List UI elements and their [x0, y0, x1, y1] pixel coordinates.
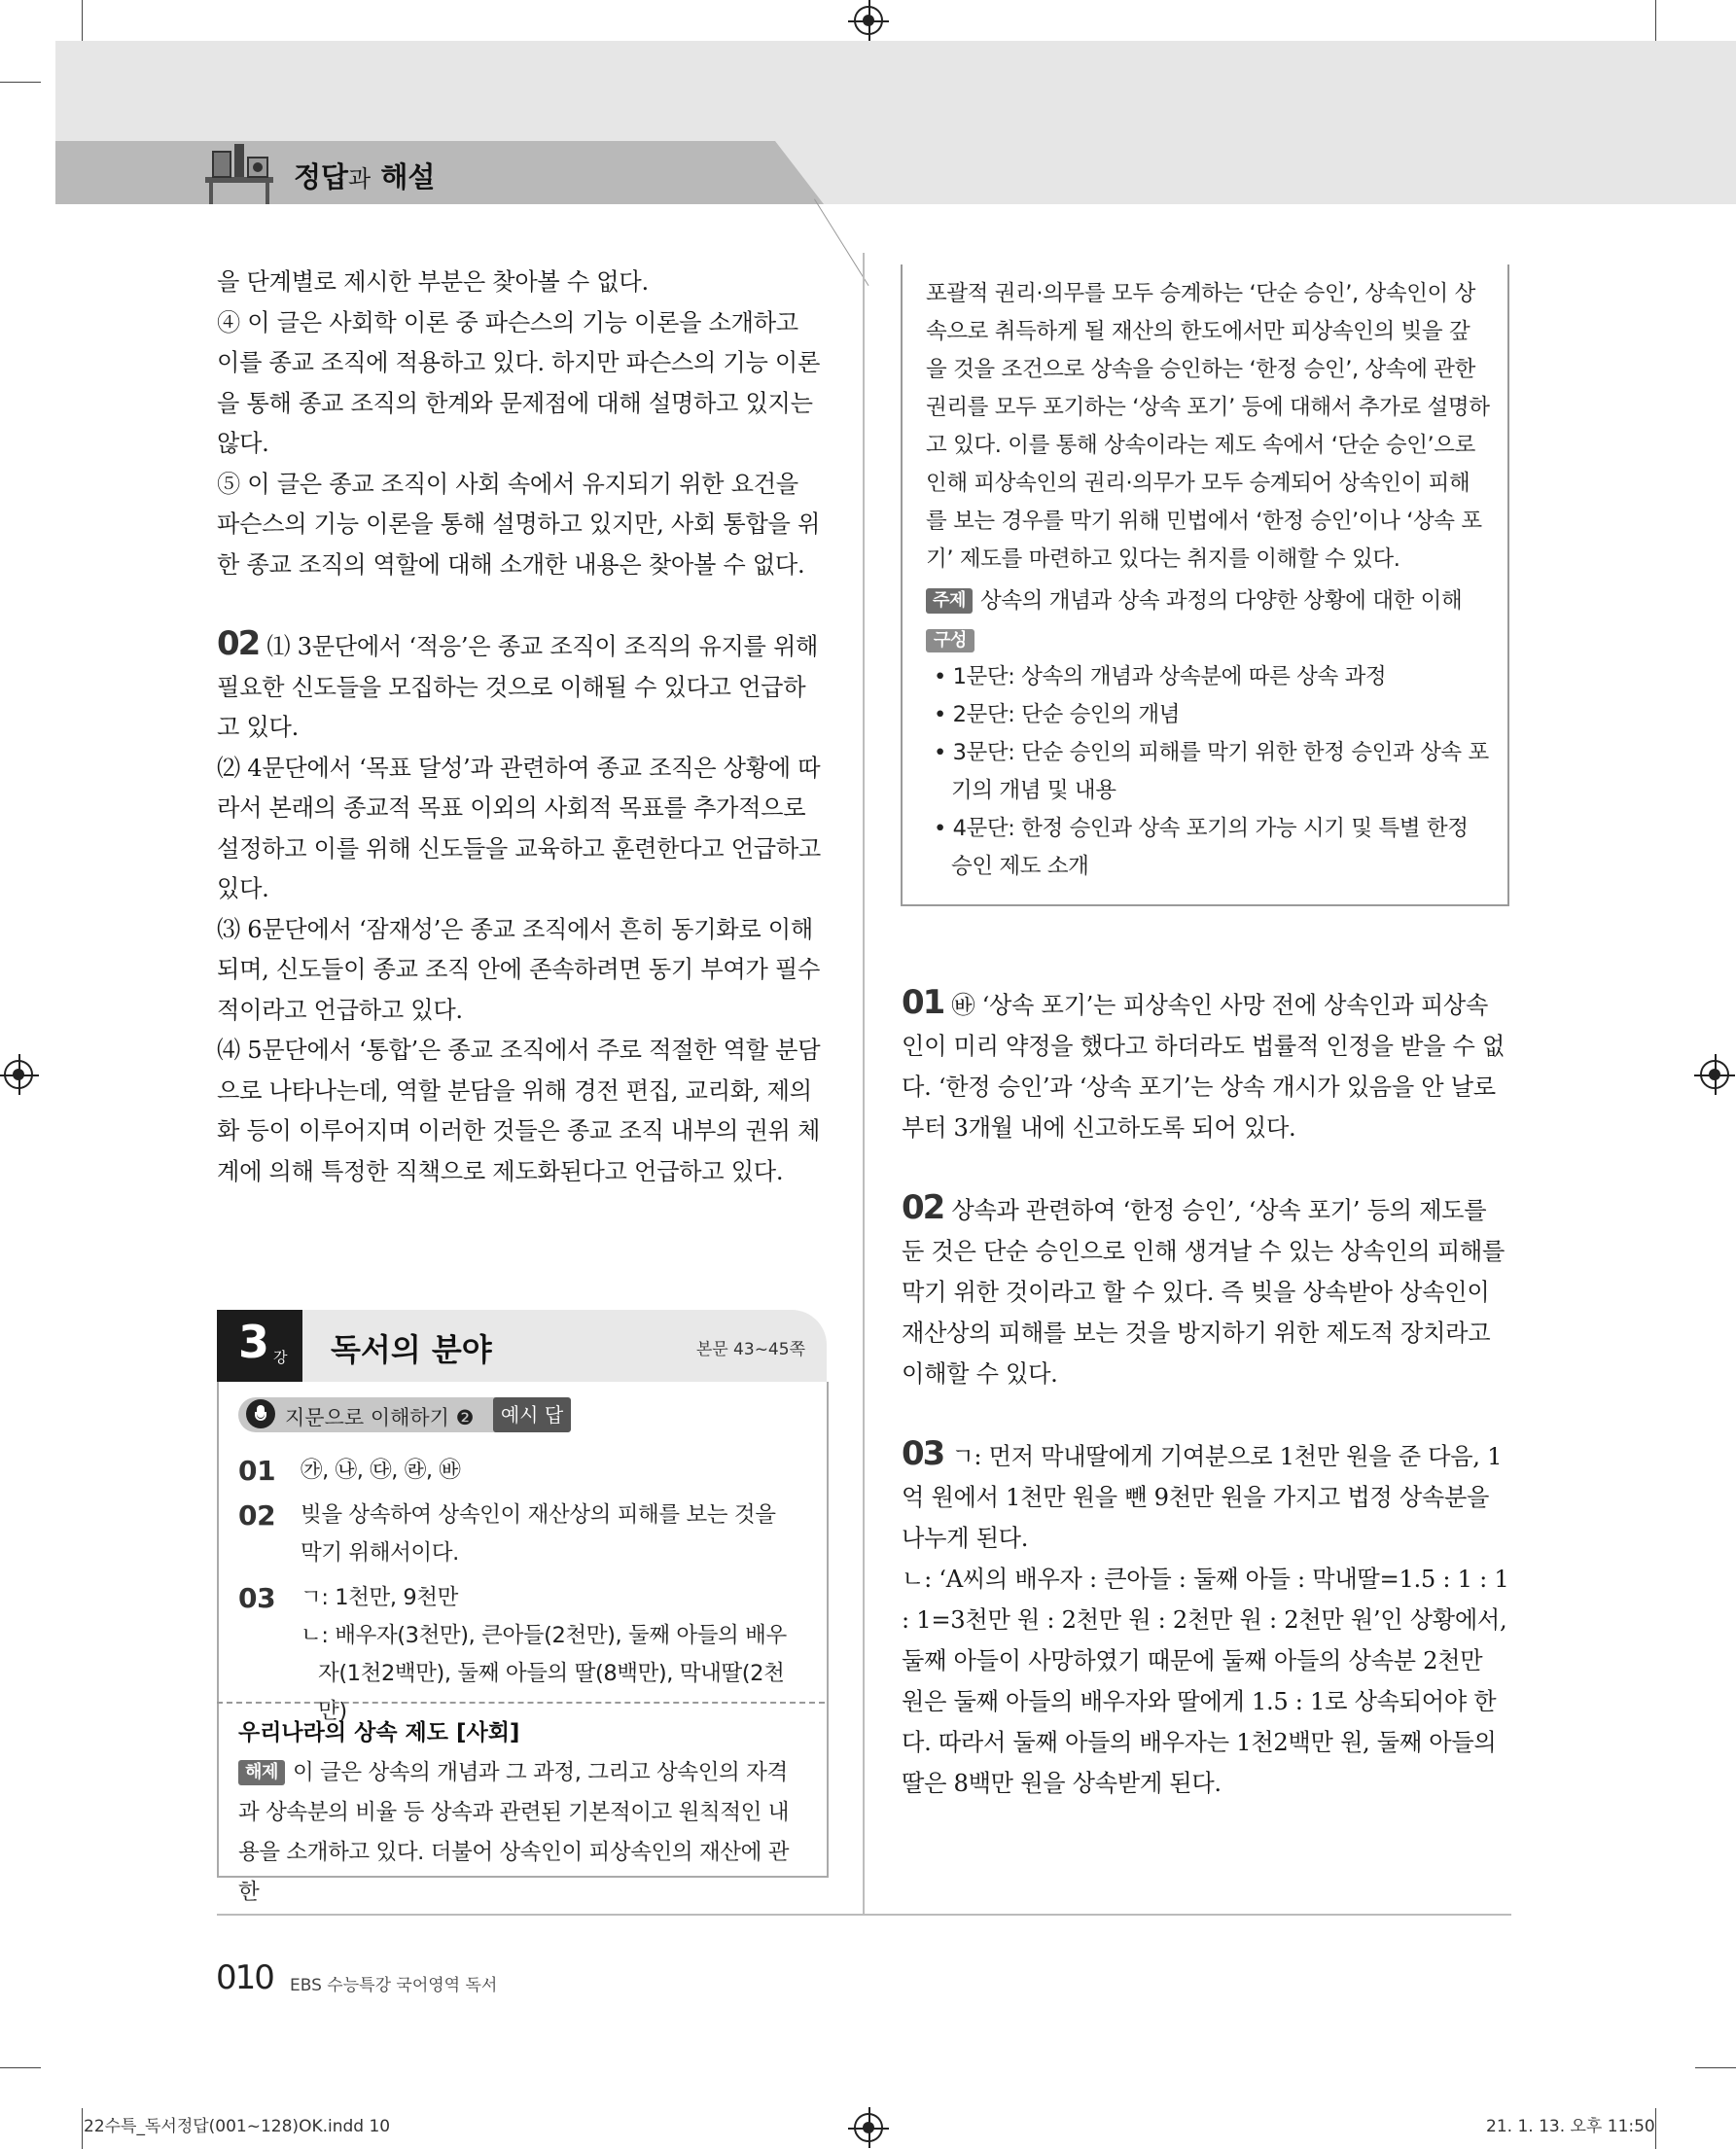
structure-item: • 4문단: 한정 승인과 상속 포기의 가능 시기 및 특별 한정 승인 제도 소개 [934, 816, 1469, 879]
lecture-page-range: 본문 43~45쪽 [695, 1340, 805, 1359]
book-title: EBS 수능특강 국어영역 독서 [290, 1976, 498, 1995]
question-2: 02 ⑴ 3문단에서 ‘적응’은 종교 조직이 조직의 유지를 위해 필요한 신도들을 모집하는 것으로 이해될 수 있다고 언급하고 있다. [217, 624, 819, 741]
microphone-icon [246, 1399, 275, 1428]
right-column [902, 982, 1510, 1804]
paragraph: ④ 이 글은 사회학 이론 중 파슨스의 기능 이론을 소개하고 이를 종교 조직에 적용하고 있다. 하지만 파슨스의 기능 이론을 통해 종교 조직의 한계와 문제점에 대해 설명하고 있지는 않다. [217, 308, 821, 457]
paragraph: ⑤ 이 글은 종교 조직이 사회 속에서 유지되기 위한 요건을 파슨스의 기능 이론을 통해 설명하고 있지만, 사회 통합을 위한 종교 조직의 역할에 대해 소개한 내용은 찾아볼 수 없다. [217, 470, 821, 579]
left-column [217, 263, 828, 1192]
question-1: 01 ㉳ ‘상속 포기’는 피상속인 사망 전에 상속인과 피상속인이 미리 약정을 했다고 하더라도 법률적 인정을 받을 수 없다. ‘한정 승인’과 ‘상속 포기’는 상속 개시가 있음을 안 날로부터 3개월 내에 신고하도록 되어 있다. [902, 983, 1506, 1142]
paragraph: ⑶ 6문단에서 ‘잠재성’은 종교 조직에서 흔히 동기화로 이해되며, 신도들이 종교 조직 안에 존속하려면 동기 부여가 필수적이라고 언급하고 있다. [217, 915, 821, 1024]
answer-item: 01 ㉮, ㉯, ㉰, ㉱, ㉳ [238, 1455, 461, 1487]
registration-mark-icon [1700, 1060, 1729, 1089]
lecture-number-badge: 3 강 [217, 1310, 302, 1382]
crop-mark [82, 2108, 83, 2149]
desk-illustration-icon [199, 138, 279, 204]
registration-mark-icon [854, 6, 883, 35]
dashed-divider [217, 1702, 825, 1704]
question-3: 03 ㄱ: 먼저 막내딸에게 기여분으로 1천만 원을 준 다음, 1억 원에서 1천만 원을 뺀 9천만 원을 가지고 법정 상속분을 나누게 된다. [902, 1434, 1503, 1552]
crop-mark [1695, 2067, 1736, 2068]
question-number: 02 [217, 624, 260, 663]
answer-item: 02 빚을 상속하여 상속인이 재산상의 피해를 보는 것을 막기 위해서이다. [238, 1499, 776, 1566]
structure-item: • 1문단: 상속의 개념과 상속분에 따른 상속 과정 [934, 664, 1387, 689]
lecture-section [217, 1310, 827, 1905]
paragraph: ㄴ: ‘A씨의 배우자 : 큰아들 : 둘째 아들 : 막내딸=1.5 : 1 : 1 : 1=3천만 원 : 2천만 원 : 2천만 원 : 2천만 원’인 상황에서, 둘째 아들이 사망하였기 때문에 둘째 아들의 상속분 2천만 원은 둘째 아들의 배우자와 딸에게 1.5 : 1로 상속되어야 한다. 따라서 둘째 아들의 배우자는 1천2백만 원, 둘째 아들의 딸은 8백만 원을 상속받게 된다. [902, 1566, 1509, 1797]
answer-item: 03 ㄱ: 1천만, 9천만 ㄴ: 배우자(3천만), 큰아들(2천만), 둘째 아들의 배우자(1천2백만), 둘째 아들의 딸(8백만), 막내딸(2천만) [238, 1582, 787, 1724]
passage-title: 우리나라의 상속 제도 [사회] [238, 1720, 520, 1745]
answer-tab: 지문으로 이해하기 ❷ 예시 답안 [238, 1397, 571, 1432]
commentary: 해제 이 글은 상속의 개념과 그 과정, 그리고 상속인의 자격과 상속분의 비율 등 상속과 관련된 기본적이고 원칙적인 내용을 소개하고 있다. 더불어 상속인이 피상속인의 재산에 관한 [238, 1760, 790, 1905]
paragraph: 을 단계별로 제시한 부분은 찾아볼 수 없다. [217, 268, 649, 296]
column-divider [863, 253, 865, 1914]
registration-mark-icon [854, 2113, 883, 2142]
registration-mark-icon [4, 1060, 33, 1089]
theme-line: 주제 상속의 개념과 상속 과정의 다양한 상황에 대한 이해 [926, 582, 1490, 620]
summary-box-content [926, 275, 1490, 886]
slug-filename: 22수특_독서정답(001~128)OK.indd 10 [84, 2117, 391, 2136]
lecture-title: 독서의 분야 [331, 1331, 492, 1368]
footer-divider [217, 1914, 1511, 1916]
summary-text: 포괄적 권리·의무를 모두 승계하는 ‘단순 승인’, 상속인이 상속으로 취득하게 될 재산의 한도에서만 피상속인의 빚을 갚을 것을 조건으로 상속을 승인하는 ‘한정 승인’, 상속에 관한 권리를 모두 포기하는 ‘상속 포기’ 등에 대해서 추가로 설명하고 있다. 이를 통해 상속이라는 제도 속에서 ‘단순 승인’으로 인해 피상속인의 권리·의무가 모두 승계되어 상속인이 피해를 보는 경우를 막기 위해 민법에서 ‘한정 승인’이나 ‘상속 포기’ 제도를 마련하고 있다는 취지를 이해할 수 있다. [926, 281, 1490, 572]
crop-mark [0, 2067, 41, 2068]
crop-mark [82, 0, 83, 41]
commentary-badge: 해제 [238, 1760, 285, 1785]
slug-date: 21. 1. 13. 오후 11:50 [1486, 2117, 1655, 2136]
example-answer-label: 예시 답안 [493, 1397, 571, 1432]
page-number: 010 [216, 1958, 273, 1997]
header-band [55, 141, 824, 204]
paragraph: ⑷ 5문단에서 ‘통합’은 종교 조직에서 주로 적절한 역할 분담으로 나타나는데, 역할 분담을 위해 경전 편집, 교리화, 제의화 등이 이루어지며 이러한 것들은 종교 조직 내부의 권위 체계에 의해 특정한 직책으로 제도화된다고 언급하고 있다. [217, 1037, 821, 1185]
paragraph: ⑵ 4문단에서 ‘목표 달성’과 관련하여 종교 조직은 상황에 따라서 본래의 종교적 목표 이외의 사회적 목표를 추가적으로 설정하고 이를 위해 신도들을 교육하고 훈련한다고 언급하고 있다. [217, 754, 821, 902]
crop-mark [1655, 0, 1656, 41]
theme-badge: 주제 [926, 588, 973, 614]
page-title: 정답과 해설 [294, 160, 436, 194]
question-2: 02 상속과 관련하여 ‘한정 승인’, ‘상속 포기’ 등의 제도를 둔 것은 단순 승인으로 인해 생겨날 수 있는 상속인의 피해를 막기 위한 것이라고 할 수 있다. 즉 빚을 상속받아 상속인이 재산상의 피해를 보는 것을 방지하기 위한 제도적 장치라고 이해할 수 있다. [902, 1188, 1506, 1388]
structure-badge: 구성 [926, 629, 974, 652]
structure-item: • 3문단: 단순 승인의 피해를 막기 위한 한정 승인과 상속 포기의 개념 및 내용 [934, 740, 1489, 803]
crop-mark [1655, 2108, 1656, 2149]
crop-mark [0, 82, 41, 83]
structure-item: • 2문단: 단순 승인의 개념 [934, 702, 1180, 727]
